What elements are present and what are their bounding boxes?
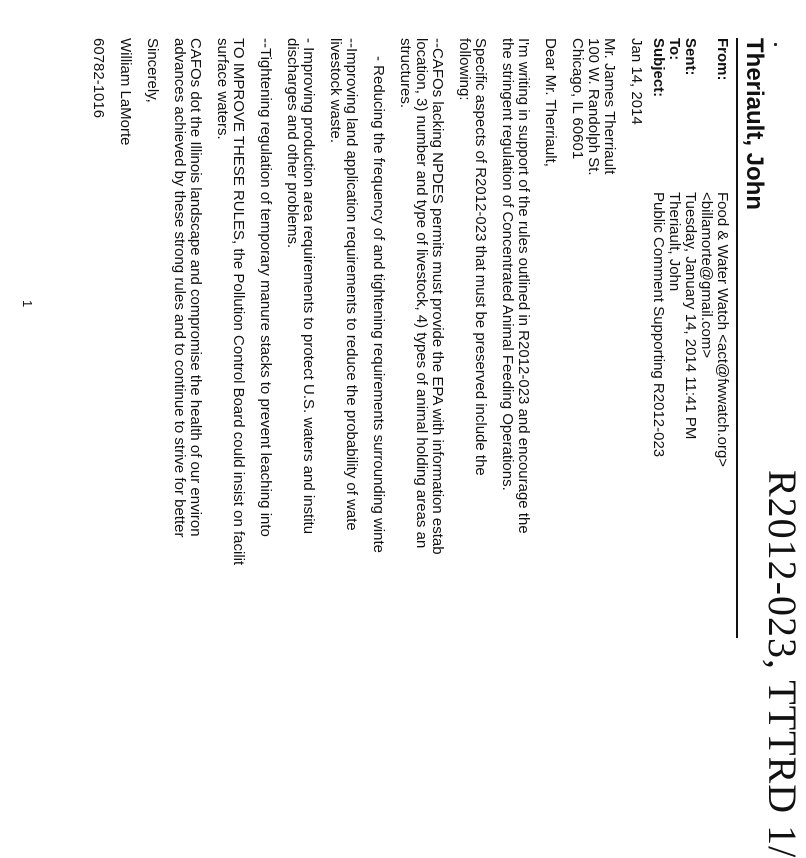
page-number: 1 — [20, 300, 35, 308]
from-value: Food & Water Watch <act@fwwatch.org> — [714, 192, 731, 468]
point-production-area — [284, 38, 316, 638]
docket-stamp: R2012-023, TTTRD 1/ — [760, 470, 805, 858]
to-label: To: — [666, 38, 683, 61]
sender-name: Theriault, John — [741, 38, 768, 211]
intro-paragraph — [499, 38, 531, 638]
improve-line: TO IMPROVE THESE RULES, the Pollution Control Board could insist on facilit — [230, 38, 247, 566]
point-line: location, 3) number and type of livestock, 4) types of animal holding areas an — [413, 38, 430, 549]
signer-name: William LaMorte — [117, 38, 134, 146]
point-line: --Tightening regulation of temporary manure stacks to prevent leaching into — [257, 38, 274, 537]
signer-zip: 60782-1016 — [90, 38, 107, 119]
address-line: Chicago, IL 60601 — [569, 38, 586, 160]
closing-paragraph — [171, 38, 203, 638]
point-line: discharges and other problems. — [284, 38, 301, 249]
improve-line: surface waters. — [214, 38, 231, 140]
point-line: --CAFOs lacking NPDES permits must provide the EPA with information estab — [429, 38, 446, 555]
subject-label: Subject: — [650, 38, 667, 98]
point-line: structures. — [397, 38, 414, 109]
address-line: Mr. James Therriault — [601, 38, 618, 175]
intro-line: I'm writing in support of the rules outlined in R2012-023 and encourage the — [515, 38, 532, 534]
letter-date: Jan 14, 2014 — [628, 38, 645, 125]
point-winter-application — [370, 38, 386, 638]
salutation: Dear Mr. Therriault, — [542, 38, 559, 167]
specific-line: Specific aspects of R2012-023 that must be preserved include the — [472, 38, 489, 476]
intro-line: the stringent regulation of Concentrated Animal Feeding Operations. — [499, 38, 516, 491]
address-line: 100 W. Randolph St. — [585, 38, 602, 176]
signoff: Sincerely, — [144, 38, 161, 103]
recipient-address — [569, 38, 617, 638]
closing-line: advances achieved by these strong rules and to continue to strive for better — [171, 38, 188, 538]
scan-speck — [774, 43, 777, 46]
point-line: - Improving production area requirements to protect U.S. waters and institu — [300, 38, 317, 535]
sent-value: Tuesday, January 14, 2014 11:41 PM — [682, 192, 699, 440]
closing-line: CAFOs dot the Illinois landscape and compromise the health of our environ — [187, 38, 204, 537]
specific-paragraph — [456, 38, 488, 638]
to-value: Theriault, John — [666, 192, 683, 292]
email-header-labels — [650, 38, 730, 97]
point-line: livestock waste. — [327, 38, 344, 144]
sent-label: Sent: — [682, 38, 699, 76]
from-label: From: — [714, 38, 731, 81]
subject-value: Public Comment Supporting R2012-023 — [650, 192, 667, 458]
point-land-application — [327, 38, 359, 638]
email-header-values — [650, 192, 730, 632]
point-line: --Improving land application requirements to reduce the probability of wate — [343, 38, 360, 531]
from-value-line2: <billamorte@gmail.com> — [698, 192, 715, 359]
specific-line: following: — [456, 38, 473, 101]
improve-paragraph — [214, 38, 246, 638]
point-manure-stacks — [257, 38, 273, 638]
point-line: - Reducing the frequency of and tightening requirements surrounding winte — [370, 56, 387, 553]
point-cafo-info — [397, 38, 445, 638]
letter-body — [79, 38, 644, 638]
header-rule — [736, 38, 738, 638]
